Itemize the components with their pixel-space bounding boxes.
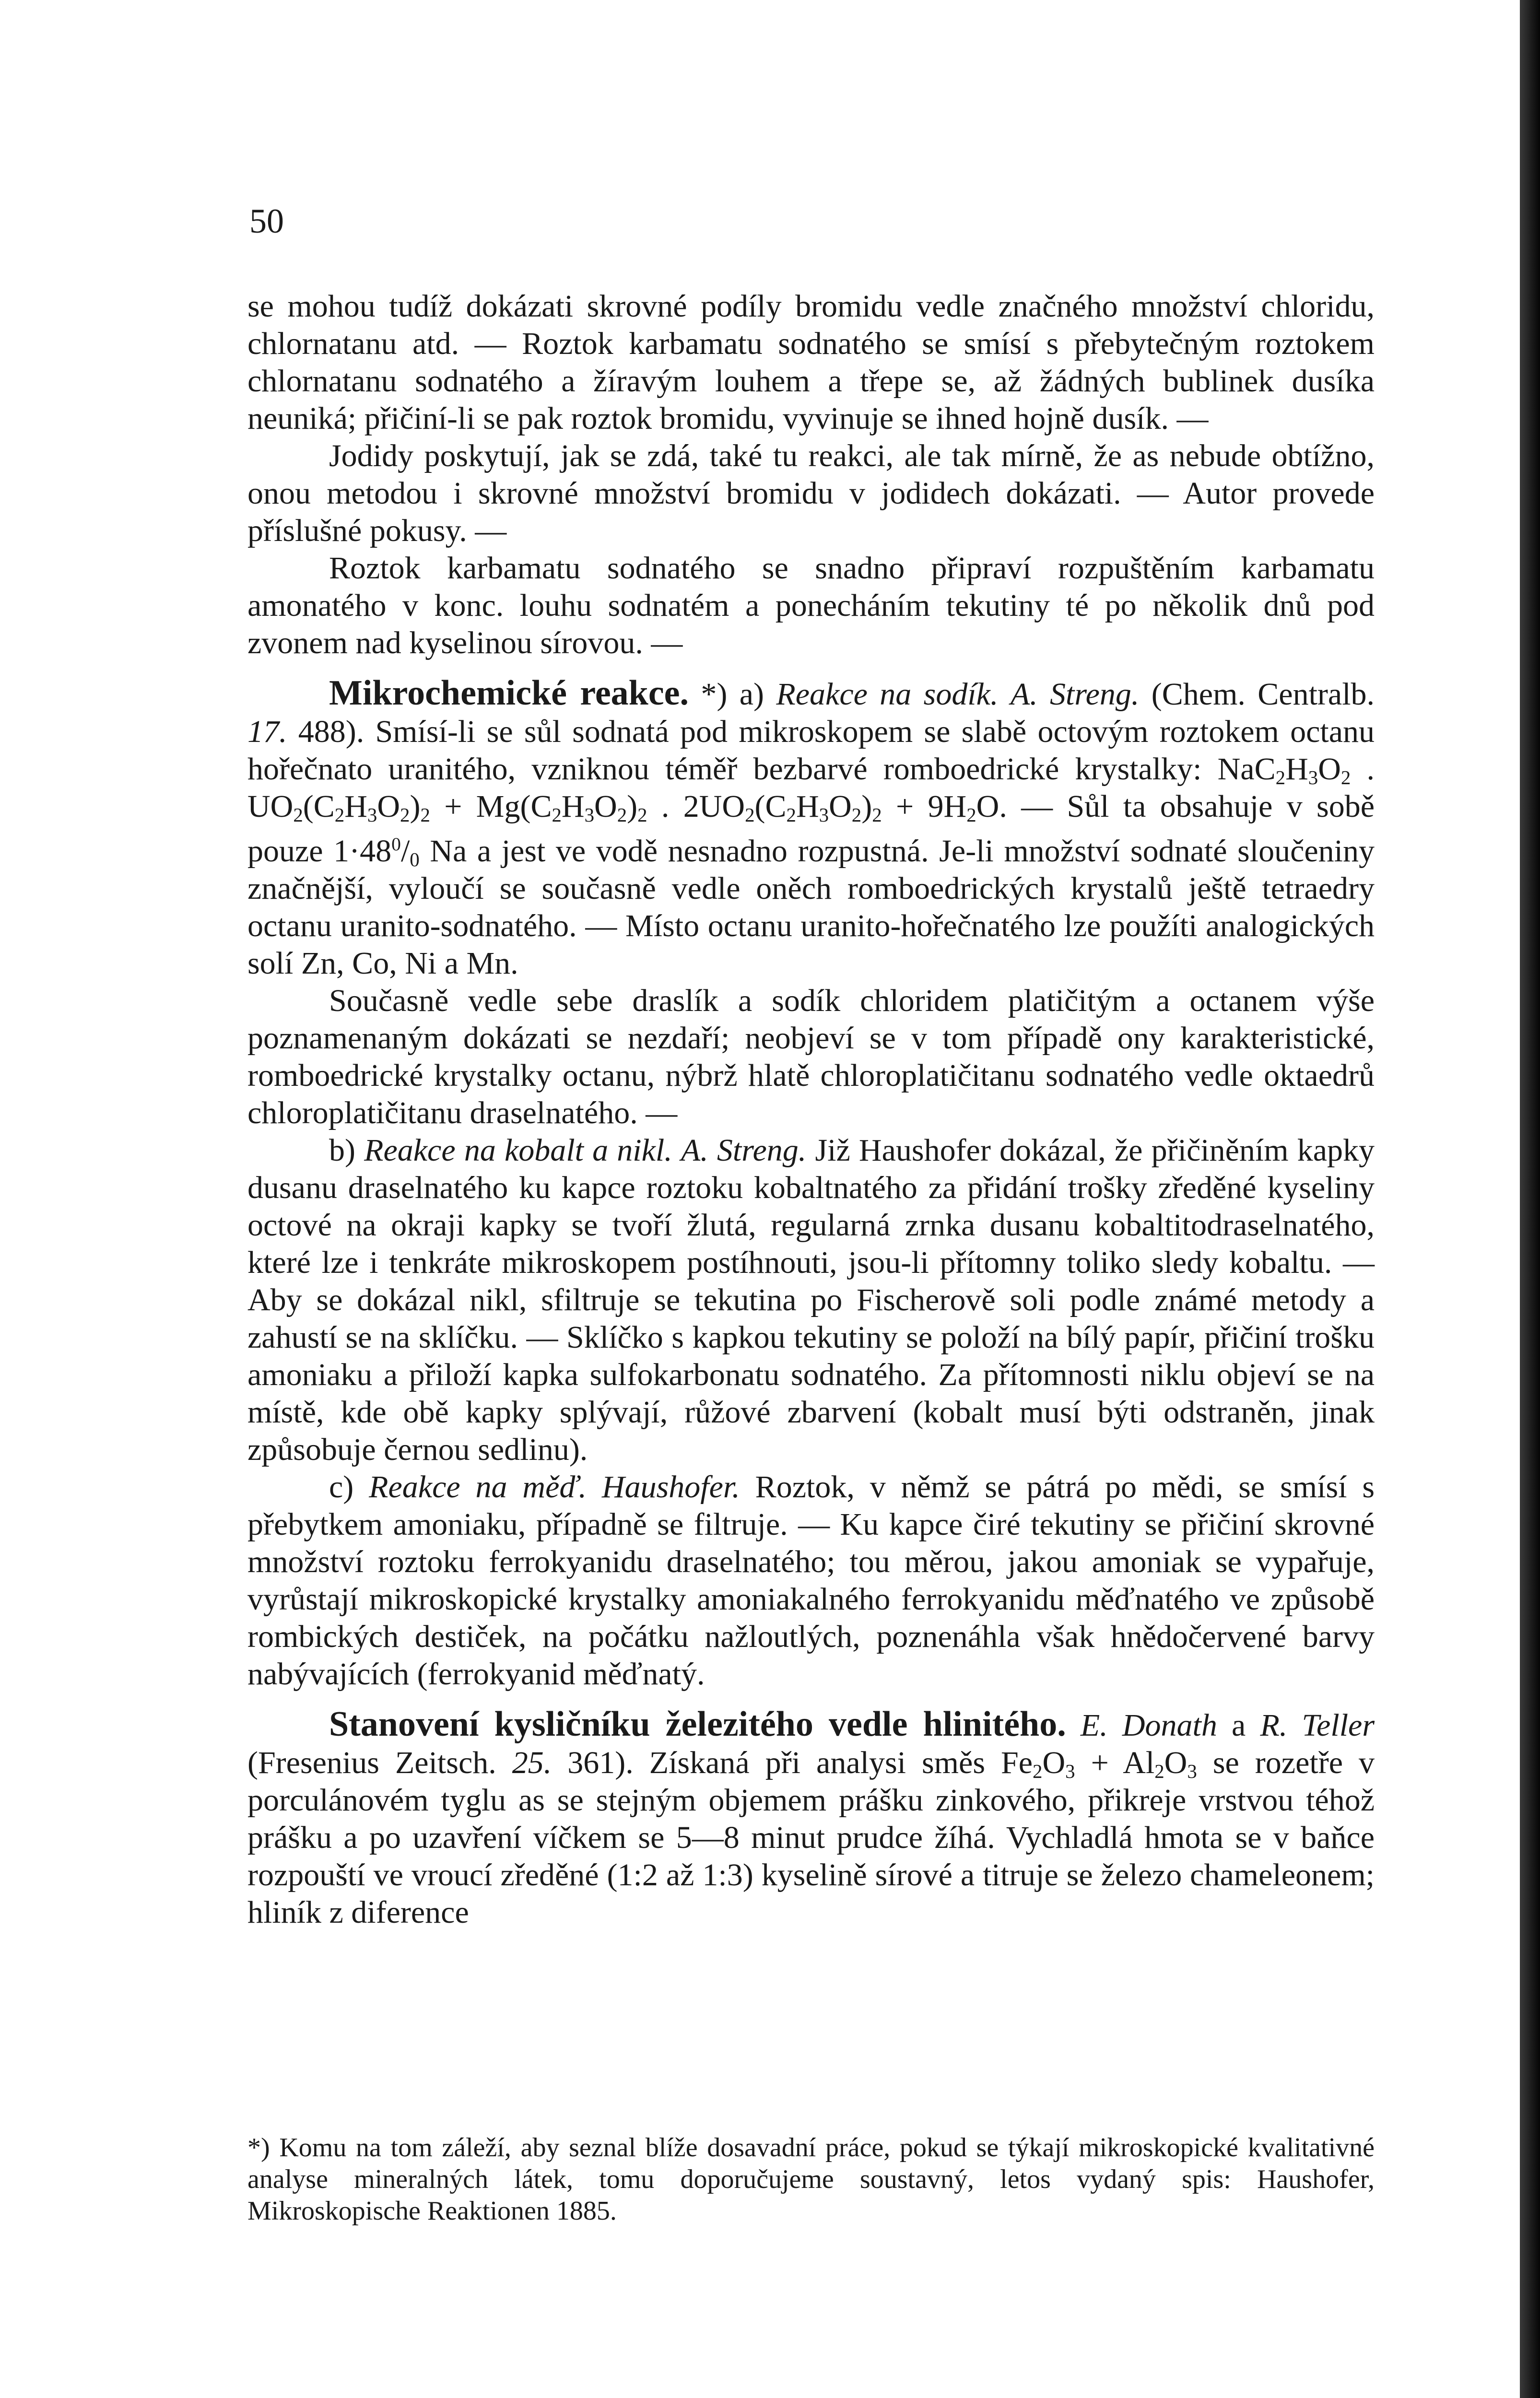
subsection-copper: c) Reakce na měď. Haushofer. Roztok, v němž se pátrá po mědi, se smísí s přebytkem amoniaku, případně se filtruje. — Ku kapce čiré tekutiny se přičiní skrovné množství roztoku ferrokyanidu draselnatého; tou měrou, jakou amoniak se vypařuje, vyrůstají mikroskopické krystalky amoniakalného ferrokyanidu měďnatého ve způsobě rombických destiček, na počátku nažloutlých, poznenáhla však hnědočervené barvy nabývajících (ferrokyanid měďnatý.	[247, 1469, 1375, 1692]
page-edge-shadow	[1520, 0, 1540, 2398]
section-microchemical: Mikrochemické reakce. *) a) Reakce na sodík. A. Streng. (Chem. Centralb. 17. 488). Smísí-li se sůl sodnatá pod mikroskopem se slabě octovým roztokem octanu hořečnato uranitého, vzniknou téměř bezbarvé romboedrické krystalky: $NaC_2H_3O_2$ . $UO_2(C_2H_3O_2)_2 + Mg(C_2H_3O_2)_2$ . $2UO_2(C_2H_3O_2)_2 + 9H_2O$. — Sůl ta obsahuje v sobě pouze $1\cdot 48^0/_0$ Na a jest ve vodě nesnadno rozpustná. Je-li množství sodnaté sloučeniny značnější, vyloučí se současně vedle oněch romboedrických krystalů ještě tetraedry octanu uranito-sodnatého. — Místo octanu uranito-hořečnatého lze použíti analogických solí Zn, Co, Ni a Mn.	[247, 673, 1375, 981]
footnote	[247, 2132, 1375, 2227]
page-number: 50	[249, 202, 284, 240]
section-heading: Mikrochemické reakce.	[329, 673, 689, 713]
author: R. Teller	[1260, 1708, 1375, 1743]
subsection-title: Reakce na sodík.	[776, 677, 999, 712]
paragraph: se mohou tudíž dokázati skrovné podíly bromidu vedle značného množství chloridu, chlornatanu atd. — Roztok karbamatu sodnatého se smísí s přebytečným roztokem chlornatanu sodnatého a žíravým louhem a třepe se, až žádných bublinek dusíka neuniká; přičiní-li se pak roztok bromidu, vyvinuje se ihned hojně dusík. —	[247, 289, 1375, 436]
paragraph: Jodidy poskytují, jak se zdá, také tu reakci, ale tak mírně, že as nebude obtížno, onou metodou i skrovné množství bromidu v jodidech dokázati. — Autor provede příslušné pokusy. —	[247, 438, 1375, 548]
author: A. Streng.	[1010, 677, 1140, 712]
subsection-title: Reakce na kobalt a nikl.	[364, 1133, 672, 1168]
paragraph: Roztok karbamatu sodnatého se snadno připraví rozpuštěním karbamatu amonatého v konc. louhu sodnatém a ponecháním tekutiny té po několik dnů pod zvonem nad kyselinou sírovou. —	[247, 551, 1375, 660]
footnote-ref: *)	[701, 677, 728, 712]
subsection-title: Reakce na měď.	[369, 1469, 587, 1505]
author: E. Donath	[1080, 1708, 1217, 1743]
paragraph: Současně vedle sebe draslík a sodík chloridem platičitým a octanem výše poznamenaným dokázati se nezdaří; neobjeví se v tom případě ony karakteristické, romboedrické krystalky octanu, nýbrž hlatě chloroplatičitanu sodnatého vedle oktaedrů chloroplatičitanu draselnatého. —	[247, 983, 1375, 1130]
author: Haushofer.	[601, 1469, 740, 1505]
footnote-text: Komu na tom záleží, aby seznal blíže dosavadní práce, pokud se týkají mikroskopické kvalitativné analyse mineralných látek, tomu doporučujeme soustavný, letos vydaný spis: Haushofer, Mikroskopische Reaktionen 1885.	[247, 2133, 1375, 2226]
author: A. Streng.	[681, 1133, 807, 1168]
footnote-mark: *)	[247, 2133, 270, 2163]
subsection-cobalt-nickel: b) Reakce na kobalt a nikl. A. Streng. Již Haushofer dokázal, že přičiněním kapky dusanu draselnatého ku kapce roztoku kobaltnatého za přidání trošky zředěné kyseliny octové na okraji kapky se tvoří žlutá, regularná zrnka dusanu kobaltitodraselnatého, které lze i tenkráte mikroskopem postíhnouti, jsou-li přítomny toliko sledy kobaltu. — Aby se dokázal nikl, sfiltruje se tekutina po Fischerově soli podle známé metody a zahustí se na sklíčku. — Sklíčko s kapkou tekutiny se položí na bílý papír, přičiní trošku amoniaku a přiloží kapka sulfokarbonatu sodnatého. Za přítomnosti niklu objeví se na místě, kde obě kapky splývají, růžové zbarvení (kobalt musí býti odstraněn, jinak způsobuje černou sedlinu).	[247, 1133, 1375, 1467]
section-iron-oxide: Stanovení kysličníku železitého vedle hlinitého. E. Donath a R. Teller (Fresenius Zeitsch. 25. 361). Získaná při analysi směs $Fe_2O_3 + Al_2O_3$ se rozetře v porculánovém tyglu as se stejným objemem prášku zinkového, přikreje vrstvou téhož prášku a po uzavření víčkem se 5—8 minut prudce žíhá. Vychladlá hmota se v baňce rozpouští ve vroucí zředěné (1:2 až 1:3) kyselině sírové a titruje se železo chameleonem; hliník z diference	[247, 1704, 1375, 1930]
main-text	[247, 288, 1375, 1931]
section-heading: Stanovení kysličníku železitého vedle hlinitého.	[329, 1704, 1066, 1744]
